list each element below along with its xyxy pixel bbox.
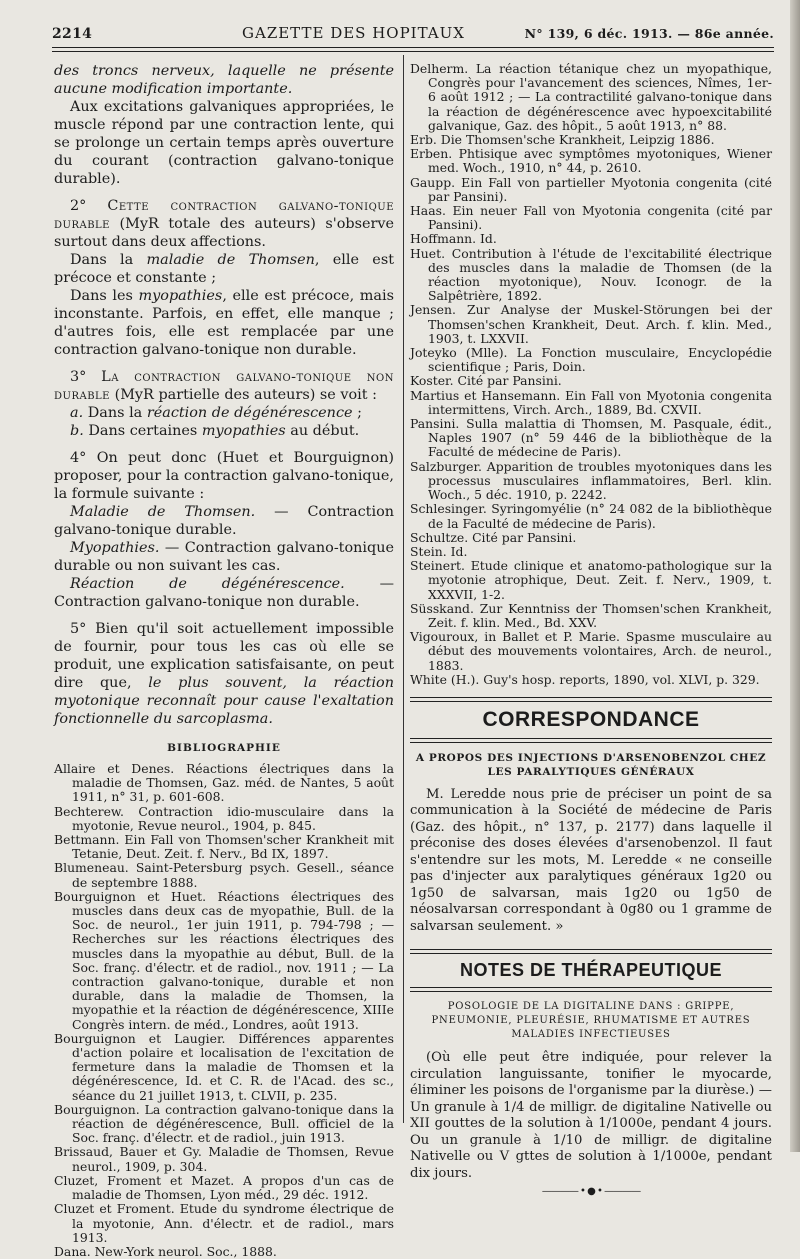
- biblio-entry: Allaire et Denes. Réactions électriques dans la maladie de Thomsen, Gaz. méd. de Nantes, 5 août 1911, n° 31, p. 601-608.: [54, 761, 394, 805]
- biblio-entry: Haas. Ein neuer Fall von Myotonia congenita (cité par Pansini).: [410, 203, 772, 233]
- page-header: [52, 24, 774, 46]
- biblio-entry: Vigouroux, in Ballet et P. Marie. Spasme musculaire au début des mouvements volontaires, Arch. de neurol., 1883.: [410, 629, 772, 673]
- item-a: [54, 404, 394, 422]
- biblio-entry: Koster. Cité par Pansini.: [410, 373, 562, 389]
- formula-1-rest: — Contraction galvano-tonique durable.: [54, 504, 394, 538]
- item-a-pre: Dans la: [87, 405, 147, 421]
- biblio-entry: Jensen. Zur Analyse der Muskel-Störungen bei der Thomsen'schen Krankheit, Deut. Arch. f. klin. Med., 1903, t. LXXVII.: [410, 302, 772, 346]
- biblio-entry: Bourguignon. La contraction galvano-tonique dans la réaction de dégénérescence, Bull. officiel de la Soc. franç. d'électr. et de radiol., juin 1913.: [54, 1101, 394, 1146]
- biblio-entry: Bourguignon et Huet. Réactions électriques des muscles dans deux cas de myopathie, Bull. de la Soc. de neurol., 1er juin 1911, p. 794-798 ; — Recherches sur les réactions électriques des muscles dans la myopathie au début, Bull. de la Soc. franç. d'électr. et de radiol., nov. 1911 ; — La contraction galvano-tonique, durable et non durable, dans la maladie de Thomsen, la myopathie et la réaction de dégénérescence, XIIIe Congrès intern. de méd., Londres, août 1913.: [54, 888, 394, 1032]
- column-divider: [403, 55, 404, 1123]
- formula-3-italic: Réaction de dégénérescence.: [70, 576, 345, 592]
- item-a-italic: réaction de dégénérescence: [146, 405, 353, 421]
- biblio-entry: Blumeneau. Saint-Petersburg psych. Gesell., séance de septembre 1888.: [54, 860, 394, 890]
- myopathies-pre: Dans les: [70, 288, 139, 304]
- biblio-entry: Bourguignon et Laugier. Différences apparentes d'action polaire et localisation de l'excitation de fermeture dans la maladie de Thomsen et la dégénérescence, Id. et C. R. de l'Acad. des sc., séance du 21 juillet 1913, t. CLVII, p. 235.: [54, 1030, 394, 1103]
- biblio-entry: Pansini. Sulla malattia di Thomsen, M. Pasquale, édit., Naples 1907 (n° 59 446 de la bibliothèque de la Faculté de médecine de Paris).: [410, 416, 772, 460]
- correspondance-body: [410, 787, 772, 936]
- end-ornament: ———— • ● • ————: [541, 1186, 641, 1198]
- item-b-post: au début.: [285, 423, 360, 439]
- issue-info: N° 139, 6 déc. 1913. — 86e année.: [524, 26, 774, 41]
- paragraph-5-pre: 5° Bien qu'il soit actuellement impossible de fournir, pour tous les cas où elle se produit, une explication satisfaisante, on peut dire que,: [54, 621, 394, 691]
- thomsen-pre: Dans la: [70, 252, 147, 268]
- biblio-entry: Cluzet et Froment. Etude du syndrome électrique de la myotonie, Ann. d'électr. et de radiol., mars 1913.: [54, 1201, 394, 1245]
- intro-line-2: Aux excitations galvaniques appropriées, le muscle répond par une contraction lente, qui se prolonge un certain temps après ouverture du courant (contraction galvano-tonique durable).: [54, 99, 394, 187]
- thomsen-line: [54, 251, 394, 287]
- biblio-entry: Gaupp. Ein Fall von partieller Myotonia congenita (cité par Pansini).: [410, 174, 772, 204]
- myopathies-post: , elle est précoce, mais inconstante. Parfois, en effet, elle manque ; d'autres fois, elle est remplacée par une contraction galvano-tonique non durable.: [54, 288, 394, 358]
- section-rule: [410, 949, 772, 954]
- item-b: [54, 422, 394, 440]
- biblio-entry: Bechterew. Contraction idio-musculaire dans la myotonie, Revue neurol., 1904, p. 845.: [54, 803, 394, 833]
- paragraph-3-heading: La contraction galvano-tonique non durable: [54, 369, 394, 403]
- biblio-entry: Martius et Hansemann. Ein Fall von Myotonia congenita intermittens, Virch. Arch., 1889, Bd. CXVII.: [410, 387, 772, 417]
- paragraph-5-italic: le plus souvent, la réaction myotonique reconnaît pour cause l'exaltation fonctionnelle du sarcoplasma.: [54, 675, 394, 727]
- biblio-entry: Steinert. Etude clinique et anatomo-pathologique sur la myotonie atrophique, Deut. Zeit. f. Nerv., 1909, t. XXXVII, 1-2.: [410, 558, 772, 602]
- formula-line-2: [54, 539, 394, 575]
- formula-line-1: [54, 503, 394, 539]
- paragraph-3-rest: (MyR partielle des auteurs) se voit :: [114, 387, 377, 403]
- notes-text: (Où elle peut être indiquée, pour relever la circulation languissante, tonifier le myocarde, éliminer les poisons de l'organisme par la diurèse.) — Un granule à 1/4 de milligr. de digitaline Nativelle ou XII gouttes de la solution à 1/1000e, pendant 4 jours. Ou un granule à 1/10 de milligr. de digitaline Nativelle ou V gttes de solution à 1/1000e, pendant dix jours.: [410, 1050, 772, 1181]
- biblio-entry: Stein. Id.: [410, 543, 468, 559]
- formula-3-rest: — Contraction galvano-tonique non durable.: [54, 576, 395, 610]
- formula-1-italic: Maladie de Thomsen.: [70, 504, 256, 520]
- notes-body: [410, 1050, 772, 1182]
- biblio-entry: White (H.). Guy's hosp. reports, 1890, vol. XLVI, p. 329.: [410, 671, 760, 687]
- notes-heading: NOTES DE THÉRAPEUTIQUE: [459, 960, 723, 981]
- bibliography-right: [410, 62, 772, 687]
- header-rule-top: [52, 47, 774, 48]
- right-column: [410, 62, 772, 1197]
- biblio-entry: Süsskand. Zur Kenntniss der Thomsen'schen Krankheit, Zeit. f. klin. Med., Bd. XXV.: [410, 600, 772, 630]
- biblio-entry: Salzburger. Apparition de troubles myotoniques dans les processus musculaires inflammatoires, Berl. klin. Woch., 5 déc. 1910, p. 2242.: [410, 458, 772, 503]
- biblio-entry: Bettmann. Ein Fall von Thomsen'scher Krankheit mit Tetanie, Deut. Zeit. f. Nerv., Bd IX, 1897.: [54, 832, 394, 862]
- paragraph-2: [54, 197, 394, 251]
- page-edge-shadow: [790, 0, 800, 1152]
- thomsen-post: , elle est précoce et constante ;: [54, 252, 394, 286]
- biblio-entry: Dana. New-York neurol. Soc., 1888.: [54, 1243, 277, 1259]
- biblio-entry: Erben. Phtisique avec symptômes myotoniques, Wiener med. Woch., 1910, n° 44, p. 2610.: [410, 146, 772, 176]
- header-rule-bottom: [52, 51, 774, 52]
- item-a-label: a.: [70, 405, 84, 421]
- biblio-entry: Huet. Contribution à l'étude de l'excitabilité électrique des muscles dans la maladie de Thomsen (de la réaction myotonique), Nouv. Iconogr. de la Salpêtrière, 1892.: [410, 245, 772, 304]
- paragraph-2-rest: (MyR totale des auteurs) s'observe surtout dans deux affections.: [54, 216, 394, 250]
- bibliography-heading: BIBLIOGRAPHIE: [167, 742, 281, 754]
- myopathies-italic: myopathies: [138, 288, 223, 304]
- notes-subheading: POSOLOGIE DE LA DIGITALINE DANS : GRIPPE, PNEUMONIE, PLEURÉSIE, RHUMATISME ET AUTRES MALADIES INFECTIEUSES: [431, 1001, 751, 1041]
- article-body: [54, 62, 394, 728]
- formula-2-italic: Myopathies.: [70, 540, 160, 556]
- biblio-entry: Delherm. La réaction tétanique chez un myopathique, Congrès pour l'avancement des sciences, Nîmes, 1er-6 août 1912 ; — La contractilité galvano-tonique dans la réaction de dégénérescence avec hypoexcitabilité galvanique, Gaz. des hôpit., 5 août 1913, n° 88.: [410, 61, 772, 133]
- myopathies-line: [54, 287, 394, 359]
- paragraph-5: [54, 620, 394, 728]
- section-rule: [410, 697, 772, 702]
- section-rule: [410, 738, 772, 743]
- intro-line-1: des troncs nerveux, laquelle ne présente aucune modification importante.: [54, 63, 394, 97]
- paragraph-3: [54, 368, 394, 404]
- item-b-label: b.: [70, 423, 84, 439]
- correspondance-text: M. Leredde nous prie de préciser un point de sa communication à la Société de médecine de Paris (Gaz. des hôpit., n° 137, p. 2177) dans laquelle il préconise des doses élevées d'arsenobenzol. Il faut s'entendre sur les mots, M. Leredde « ne conseille pas d'injecter aux paralytiques généraux 1g20 ou 1g50 de salvarsan, mais 1g20 ou 1g50 de néosalvarsan correspondant à 0g80 ou 1 gramme de salvarsan seulement. »: [410, 786, 772, 934]
- biblio-entry: Brissaud, Bauer et Gy. Maladie de Thomsen, Revue neurol., 1909, p. 304.: [54, 1144, 394, 1174]
- biblio-entry: Cluzet, Froment et Mazet. A propos d'un cas de maladie de Thomsen, Lyon méd., 29 déc. 1912.: [54, 1172, 394, 1203]
- paragraph-2-number: 2°: [70, 198, 87, 214]
- section-rule: [410, 987, 772, 992]
- correspondance-subheading: A PROPOS DES INJECTIONS D'ARSENOBENZOL CHEZ LES PARALYTIQUES GÉNÉRAUX: [415, 751, 767, 778]
- journal-title: GAZETTE DES HOPITAUX: [242, 24, 465, 42]
- paragraph-2-heading: Cette contraction galvano-tonique durable: [54, 198, 394, 232]
- biblio-entry: Erb. Die Thomsen'sche Krankheit, Leipzig 1886.: [410, 132, 715, 148]
- biblio-entry: Schlesinger. Syringomyélie (n° 24 082 de la bibliothèque de la Faculté de médecine de Paris).: [410, 501, 772, 531]
- paragraph-3-number: 3°: [70, 369, 87, 385]
- item-a-post: ;: [352, 405, 362, 421]
- formula-2-rest: — Contraction galvano-tonique durable ou non suivant les cas.: [54, 540, 394, 574]
- biblio-entry: Joteyko (Mlle). La Fonction musculaire, Encyclopédie scientifique ; Paris, Doin.: [410, 345, 772, 375]
- biblio-entry: Hoffmann. Id.: [410, 231, 497, 247]
- page-number: 2214: [52, 26, 93, 42]
- correspondance-heading: CORRESPONDANCE: [482, 707, 700, 731]
- thomsen-italic: maladie de Thomsen: [146, 252, 315, 268]
- bibliography-left: [54, 762, 394, 1259]
- item-b-pre: Dans certaines: [88, 423, 202, 439]
- paragraph-4: 4° On peut donc (Huet et Bourguignon) proposer, pour la contraction galvano-tonique, la formule suivante :: [54, 450, 394, 502]
- left-column: [54, 62, 394, 1259]
- biblio-entry: Schultze. Cité par Pansini.: [410, 529, 577, 545]
- formula-line-3: [54, 575, 394, 611]
- item-b-italic: myopathies: [201, 423, 286, 439]
